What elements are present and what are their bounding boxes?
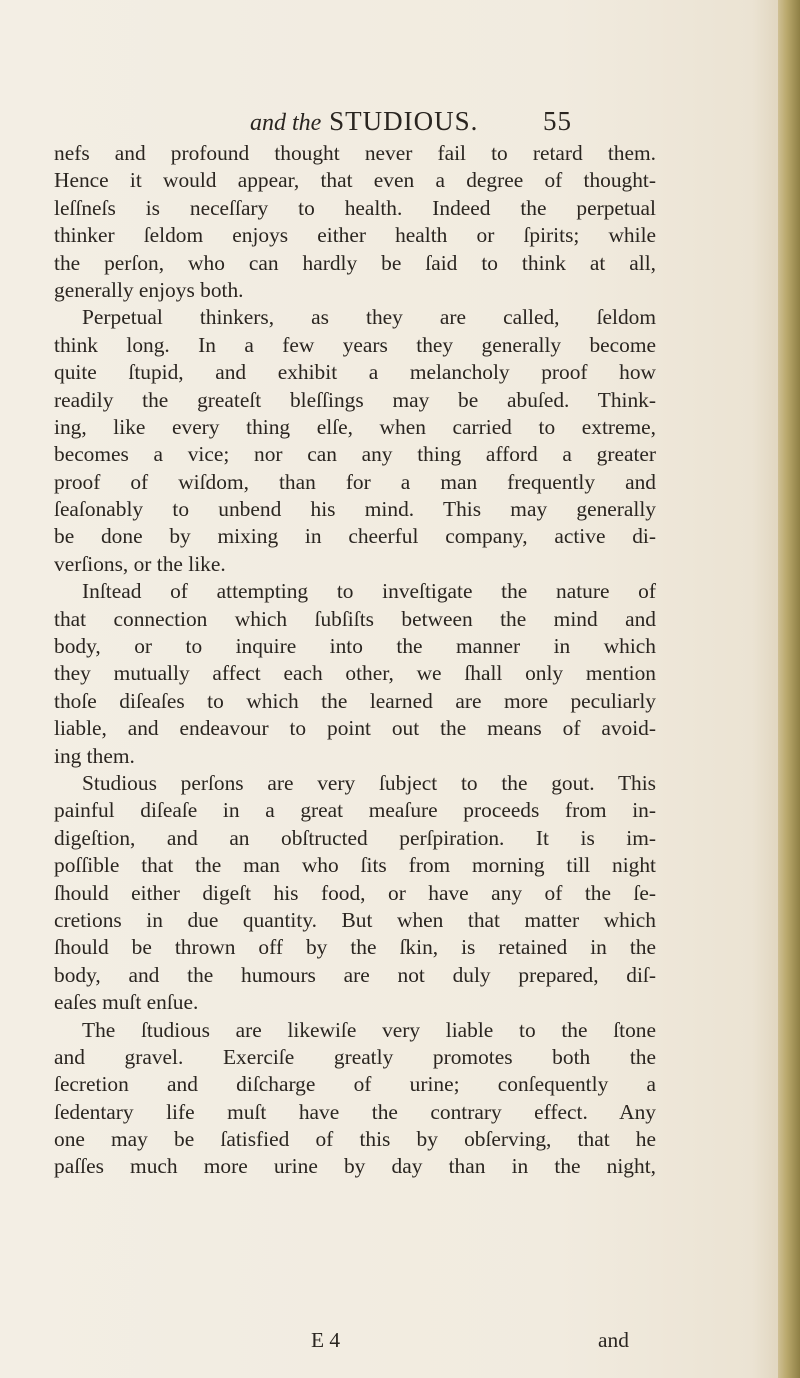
text-line: verſions, or the like. <box>54 551 226 576</box>
text-line: ſhould either digeſt his food, or have any of the ſe- <box>54 880 656 905</box>
text-line: they mutually affect each other, we ſhall only mention <box>54 661 656 686</box>
header-prefix: and the <box>250 110 322 136</box>
text-line: the perſon, who can hardly be ſaid to think at all, <box>54 250 656 275</box>
text-line: Inſtead of attempting to inveſtigate the nature of <box>82 579 656 604</box>
text-line: becomes a vice; nor can any thing afford a greater <box>54 442 656 467</box>
signature-mark: E 4 <box>311 1328 341 1352</box>
text-line: liable, and endeavour to point out the means of avoid- <box>54 716 656 741</box>
text-line: ſecretion and diſcharge of urine; conſequently a <box>54 1072 656 1097</box>
text-line: ing, like every thing elſe, when carried to extreme, <box>54 414 656 439</box>
text-line: painful diſeaſe in a great meaſure proceeds from in- <box>54 798 656 823</box>
page-number: 55 <box>543 106 572 136</box>
text-line: think long. In a few years they generally become <box>54 332 656 357</box>
text-line: ſedentary life muſt have the contrary effect. Any <box>54 1099 656 1124</box>
text-line: one may be ſatisfied of this by obſerving, that he <box>54 1127 656 1152</box>
text-line: thoſe diſeaſes to which the learned are more peculiarly <box>54 688 656 713</box>
text-line: body, and the humours are not duly prepared, diſ- <box>54 962 656 987</box>
text-line: nefs and profound thought never fail to retard them. <box>54 141 656 165</box>
text-line: and gravel. Exerciſe greatly promotes both the <box>54 1044 656 1069</box>
running-header <box>250 106 572 140</box>
text-line: The ſtudious are likewiſe very liable to the ſtone <box>82 1017 656 1042</box>
text-line: Perpetual thinkers, as they are called, ſeldom <box>82 305 656 330</box>
text-line: that connection which ſubſiſts between the mind and <box>54 606 656 631</box>
text-line: thinker ſeldom enjoys either health or ſpirits; while <box>54 223 656 248</box>
header-title: STUDIOUS. <box>329 106 479 136</box>
text-line: ſhould be thrown off by the ſkin, is retained in the <box>54 935 656 960</box>
text-line: eaſes muſt enſue. <box>54 990 199 1015</box>
text-line: digeſtion, and an obſtructed perſpiration. It is im- <box>54 825 656 850</box>
text-line: quite ſtupid, and exhibit a melancholy proof how <box>54 360 656 385</box>
text-line: paſſes much more urine by day than in the night, <box>54 1154 656 1179</box>
text-line: ing them. <box>54 743 135 768</box>
catchword: and <box>598 1328 629 1352</box>
text-line: cretions in due quantity. But when that matter which <box>54 907 656 932</box>
body-text <box>54 140 656 1181</box>
text-line: ſeaſonably to unbend his mind. This may generally <box>54 497 656 522</box>
text-line: Studious perſons are very ſubject to the gout. This <box>82 770 656 795</box>
text-line: generally enjoys both. <box>54 277 244 302</box>
page-binding-edge <box>778 0 800 1378</box>
text-line: Hence it would appear, that even a degree of thought- <box>54 168 656 193</box>
text-line: readily the greateſt bleſſings may be abuſed. Think- <box>54 387 656 412</box>
text-line: proof of wiſdom, than for a man frequently and <box>54 469 656 494</box>
text-line: be done by mixing in cheerful company, active di- <box>54 524 656 549</box>
text-line: poſſible that the man who ſits from morning till night <box>54 853 656 878</box>
text-line: leſſneſs is neceſſary to health. Indeed the perpetual <box>54 195 656 220</box>
text-line: body, or to inquire into the manner in which <box>54 634 656 659</box>
